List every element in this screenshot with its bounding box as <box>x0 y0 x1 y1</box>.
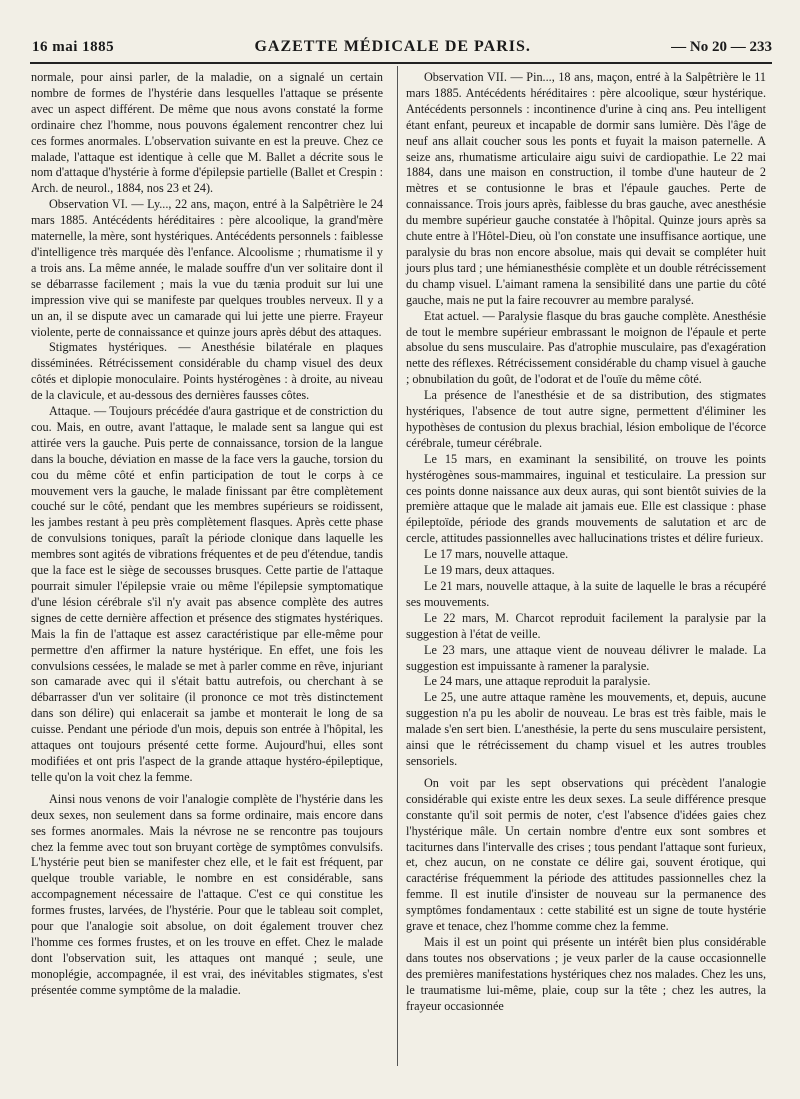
paragraph: Etat actuel. — Paralysie flasque du bras gauche complète. Anesthésie de tout le membre supérieur embrassant le moignon de l'épaule et perte absolue du sens musculaire. Pas d'atrophie musculaire, pas d'exagération nette des réflexes. Rétrécissement considérable du champ visuel à gauche ; obnubilation du goût, de l'odorat et de l'ouïe du même côté. <box>406 308 766 387</box>
page-header <box>32 38 772 62</box>
paragraph: Le 17 mars, nouvelle attaque. <box>424 547 569 562</box>
paragraph: Le 15 mars, en examinant la sensibilité, on trouve les points hystérogènes sous-mammaires, inguinal et testiculaire. La pression sur ces points donne naissance aux deux auras, qui sont bientôt suivies de la première attaque que le malade ait jamais eue. Elle est classique : phase épileptoïde, période des grands mouvements de salutation et arc de cercle, attitudes passionnelles avec hallucinations tristes et délire furieux. <box>406 451 766 546</box>
paragraph: Attaque. — Toujours précédée d'aura gastrique et de constriction du cou. Mais, en outre, avant l'attaque, le malade sent sa langue qui est attirée vers la gauche. Puis perte de connaissance, torsion de la langue dans la bouche, déviation en masse de la face vers la gauche, torsion du cou du même côté et enfin participation de tout le corps à ce mouvement vers la gauche, le malade finissant par être complètement couché sur le côté, pendant que les membres supérieurs se roidissent, les jambes restant à peu près complètement flasques. Après cette phase de convulsions toniques, paraît la période clonique dans laquelle les membres sont agités de vibrations fréquentes et de peu d'étendue, tandis que la face est le siège de secousses brusques. Cette partie de l'attaque pourrait simuler l'épilepsie vraie ou même l'épilepsie symptomatique d'une lésion cérébrale s'il n'y avait pas absence complète des autres signes de cette dernière affection et présence des stigmates hystériques. Mais la fin de l'attaque est assez caractéristique par elle-même pour permettre d'en affirmer la nature hystérique. En effet, une fois les convulsions cessées, le malade se met à parler comme en rêve, injuriant son camarade avec qui il s'était battu autrefois, ou cherchant à se débarrasser d'un ver solitaire (il prononce ce mot très distinctement dans son délire) qui enlacerait sa jambe et monterait le long de sa cuisse. Pendant une période d'un mois, depuis son entrée à l'hôpital, les attaques ont toujours présenté cette forme. Aujourd'hui, elles sont modifiées et ont pris l'aspect de la grande attaque hystéro-épileptique, telle qu'on la voit chez la femme. <box>31 404 383 784</box>
paragraph: Ainsi nous venons de voir l'analogie complète de l'hystérie dans les deux sexes, non seulement dans sa forme ordinaire, mais encore dans ses formes anormales. Mais la névrose ne se rencontre pas toujours chez la femme avec tout son bruyant cortège de symptômes convulsifs. L'hystérie peut bien se manifester chez elle, et le fait est fréquent, par quelque trouble variable, le nombre en est considérable, sans accompagnement nécessaire de l'attaque. C'est ce qui constitue les formes frustes, larvées, de l'hystérie. Pour que le tableau soit complet, pour que l'analogie soit absolue, on doit également trouver chez l'homme ces formes frustes, et on les trouve en effet. Chez le malade dont l'observation suit, les attaques ont manqué ; seule, une monoplégie, accompagnée, il est vrai, des inévitables stigmates, s'est présentée comme symptôme de la maladie. <box>31 791 383 997</box>
paragraph: Le 24 mars, une attaque reproduit la paralysie. <box>424 674 651 689</box>
paragraph: Le 22 mars, M. Charcot reproduit facilement la paralysie par la suggestion à l'état de veille. <box>406 610 766 641</box>
paragraph: On voit par les sept observations qui précèdent l'analogie considérable qui existe entre les deux sexes. La seule différence presque constante qu'il soit permis de noter, c'est l'absence d'idées gaies chez l'hystérique mâle. Un certain nombre d'entre eux sont sombres et taciturnes dans l'intervalle des crises ; tous pendant l'attaque sont furieux, et, chez aucun, on ne constate ce délire gai, souvent érotique, qui caractérise fréquemment la période des attitudes passionnelles chez la femme. Il est inutile d'insister de nouveau sur la permanence des symptômes fondamentaux : cette stabilité est un signe de toute hystérie grave et tenace, chez l'homme comme chez la femme. <box>406 775 766 934</box>
left-column <box>31 70 383 999</box>
paragraph: Observation VI. — Ly..., 22 ans, maçon, entré à la Salpêtrière le 24 mars 1885. Antécédents héréditaires : père alcoolique, la grand'mère maternelle, la mère, sont hystériques. Antécédents personnels : faiblesse d'intelligence très marquée dès l'enfance. Alcoolisme ; rhumatisme il y a trois ans. La même année, le malade souffre d'un ver solitaire dont il se débarrasse facilement ; mais la vue du tænia produit sur lui une impression vive qui se manifeste par quelques troubles nerveux. Il y a un an, il se dispute avec un camarade qui lui jette une pierre. Frayeur violente, perte de connaissance et quinze jours après début des attaques. <box>31 197 383 339</box>
paragraph: La présence de l'anesthésie et de sa distribution, des stigmates hystériques, l'absence de tout autre signe, permettent d'éliminer les hypothèses de contusion du plexus brachial, lésion embolique de l'écorce cérébrale, tumeur cérébrale. <box>406 388 766 450</box>
header-rule <box>30 62 772 64</box>
column-divider <box>397 66 398 1066</box>
paragraph: Observation VII. — Pin..., 18 ans, maçon, entré à la Salpêtrière le 11 mars 1885. Antécédents héréditaires : père alcoolique, sœur hystérique. Antécédents personnels : incontinence d'urine à cinq ans. Peu intelligent étant enfant, peureux et incapable de dormir sans lumière. Dès l'âge de neuf ans allait coucher sous les ponts et fuyait la maison paternelle. A seize ans, rhumatisme articulaire aigu suivi de cardiopathie. Le 22 mai 1884, dans une maison en construction, il tombe d'une hauteur de 2 mètres et se contusionne le bras et l'épaule gauches. Perte de connaissance. Trois jours après, faiblesse du bras gauche, avec anesthésie du membre supérieur gauche constatée à l'hôpital. Quinze jours après sa chute entre à l'Hôtel-Dieu, où l'on constate une insuffisance aortique, une paralysie du bras non encore absolue, mais qui devait se compléter huit jours plus tard ; une hémianesthésie complète et un double rétrécissement du champ visuel. L'aimant ramena la sensibilité dans une partie du côté gauche, mais ne put la faire recouvrer au membre paralysé. <box>406 70 766 307</box>
paragraph: Le 21 mars, nouvelle attaque, à la suite de laquelle le bras a récupéré ses mouvements. <box>406 579 766 609</box>
paragraph: Le 25, une autre attaque ramène les mouvements, et, depuis, aucune suggestion n'a pu les abolir de nouveau. Le bras est très faible, mais le malade s'en sert bien. L'anesthésie, la perte du sens musculaire persistent, ainsi que le rétrécissement du champ visuel et les autres troubles sensoriels. <box>406 690 766 768</box>
paragraph: Le 23 mars, une attaque vient de nouveau délivrer le malade. La suggestion est impuissante à ramener la paralysie. <box>406 642 766 673</box>
header-date: 16 mai 1885 <box>32 39 115 55</box>
header-title: GAZETTE MÉDICALE DE PARIS. <box>254 38 531 55</box>
paragraph: Stigmates hystériques. — Anesthésie bilatérale en plaques disséminées. Rétrécissement considérable du champ visuel des deux côtés et diplopie monoculaire. Points hystérogènes : à droite, au niveau de la clavicule, et au-dessous des dernières fausses côtes. <box>31 340 383 403</box>
paragraph: Mais il est un point qui présente un intérêt bien plus considérable dans toutes nos observations ; je veux parler de la cause occasionnelle des premières manifestations hystériques chez nos malades. Chez les uns, le traumatisme lui-même, plaie, coup sur la tête ; chez les autres, la frayeur occasionnée <box>406 934 766 1013</box>
right-column <box>406 70 766 1014</box>
paragraph: Le 19 mars, deux attaques. <box>424 563 555 578</box>
header-page-number: — No 20 — 233 <box>671 39 772 55</box>
paragraph: normale, pour ainsi parler, de la maladie, on a signalé un certain nombre de formes de l'hystérie dans lesquelles l'attaque se présente avec un aspect différent. De même que nous avons constaté la forme ordinaire chez l'homme, nous pouvons également rencontrer chez lui ces formes anormales. L'observation suivante en est la preuve. Chez ce malade, l'attaque est identique à celle que M. Ballet a décrite sous le nom d'attaque d'hystérie à forme d'épilepsie partielle (Ballet et Crespin : Arch. de neurol., 1884, nos 23 et 24). <box>31 70 383 196</box>
